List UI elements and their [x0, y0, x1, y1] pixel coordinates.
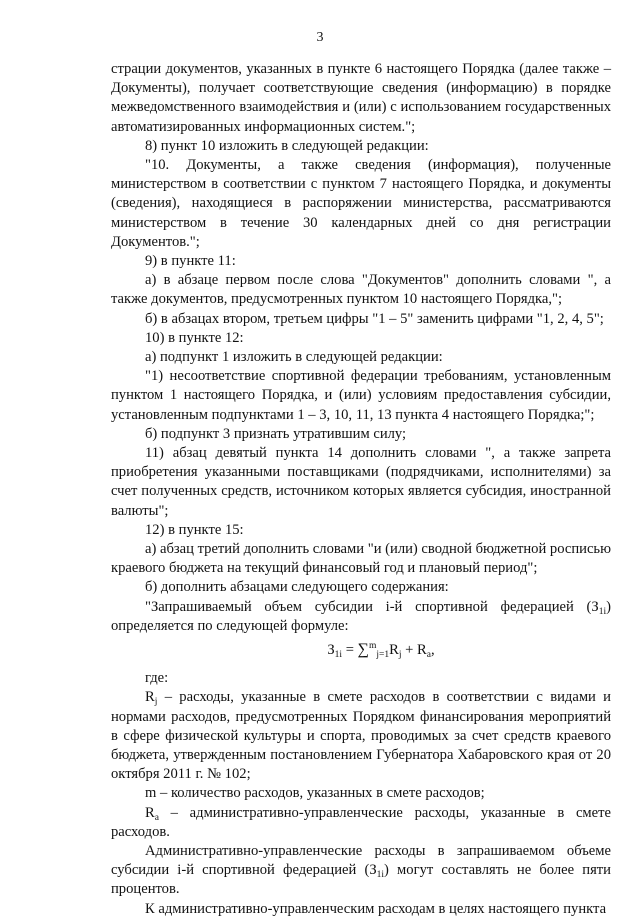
text-run: "Запрашиваемый объем субсидии i-й спортивной федерацией (З: [145, 598, 599, 615]
paragraph: [111, 688, 611, 784]
paragraph: страции документов, указанных в пункте 6 настоящего Порядка (далее также – Документы), получает соответствующие сведения (информацию) в порядке межведомственного взаимодействия и (или) с использованием государственных автоматизированных информационных систем.";: [111, 61, 611, 135]
text-run: – расходы, указанные в смете расходов в соответствии с видами и нормами расходов, предусмотренных Порядком финансирования мероприятий в сфере физической культуры и спорта, проводимых за счет средств краевого бюджета, утвержденным постановлением Губернатора Хабаровского края от 20 октября 2011 г. № 102;: [111, 689, 611, 783]
subscript: 1i: [598, 606, 607, 617]
subsidy-formula: [111, 636, 611, 669]
subscript: 1i: [376, 870, 385, 881]
page-number: 3: [316, 30, 324, 45]
paragraph: 11) абзац девятый пункта 14 дополнить словами ", а также запрета приобретения указанными поставщиками (подрядчиками, исполнителями) за счет полученных средств, источником которых является субсидия, иностранной валюты";: [111, 445, 611, 519]
superscript: m: [368, 641, 377, 652]
text-run: – административно-управленческие расходы, указанные в смете расходов.: [111, 804, 611, 840]
paragraph: "1) несоответствие спортивной федерации требованиям, установленным пунктом 1 настоящего Порядка, и (или) условиям предоставления субсидии, установленным подпунктами 1 – 3, 10, 11, 13 пункта 4 настоящего Порядка;";: [111, 368, 611, 423]
document-body: [111, 60, 611, 919]
paragraph: а) абзац третий дополнить словами "и (или) сводной бюджетной росписью краевого бюджета на текущий финансовый год и плановый период";: [111, 541, 611, 577]
paragraph: б) дополнить абзацами следующего содержания:: [145, 579, 449, 596]
subscript: 1i: [334, 650, 343, 661]
paragraph: б) в абзацах втором, третьем цифры "1 – 5" заменить цифрами "1, 2, 4, 5";: [145, 310, 604, 327]
paragraph: где:: [145, 670, 169, 687]
text-run: ) могут составлять не более пяти процентов.: [111, 862, 611, 898]
paragraph: [111, 804, 611, 842]
formula-plus: +: [401, 642, 418, 659]
paragraph: "10. Документы, а также сведения (информация), полученные министерством в соответствии с пунктом 7 настоящего Порядка, и документы (сведения), находящиеся в распоряжении министерства, рассматриваются министерством в течение 30 календарных дней со дня регистрации Документов.";: [111, 157, 611, 250]
paragraph: б) подпункт 3 признать утратившим силу;: [145, 425, 407, 442]
paragraph: 12) в пункте 15:: [145, 521, 244, 538]
text-run: Административно-управленческие расходы в запрашиваемом объеме субсидии i-й спортивной федерацией (З: [111, 842, 611, 879]
paragraph: а) в абзаце первом после слова "Документов" дополнить словами ", а также документов, предусмотренных пунктом 10 настоящего Порядка,";: [111, 272, 611, 308]
paragraph: 10) в пункте 12:: [145, 329, 244, 346]
subscript: a: [426, 650, 431, 661]
paragraph: m – количество расходов, указанных в смете расходов;: [145, 785, 485, 802]
formula-symbol: R: [417, 642, 427, 659]
formula-symbol: R: [145, 689, 155, 706]
subscript: j: [154, 697, 158, 708]
subscript: a: [154, 812, 159, 823]
paragraph: [111, 842, 611, 900]
subscript: j=1: [376, 650, 390, 661]
paragraph: К административно-управленческим расходам в целях настоящего пункта: [145, 900, 607, 917]
subscript: j: [398, 650, 402, 661]
formula-symbol: R: [389, 642, 399, 659]
formula-symbol: З: [327, 642, 335, 659]
paragraph: а) подпункт 1 изложить в следующей редакции:: [145, 349, 443, 366]
formula-tail: ,: [430, 642, 435, 659]
paragraph: [111, 598, 611, 636]
paragraph: 8) пункт 10 изложить в следующей редакции:: [145, 137, 429, 154]
formula-equals: =: [342, 642, 358, 659]
paragraph: 9) в пункте 11:: [145, 253, 236, 270]
sum-sign: ∑: [357, 641, 369, 659]
formula-symbol: R: [145, 804, 155, 821]
text-run: ) определяется по следующей формуле:: [111, 598, 611, 634]
